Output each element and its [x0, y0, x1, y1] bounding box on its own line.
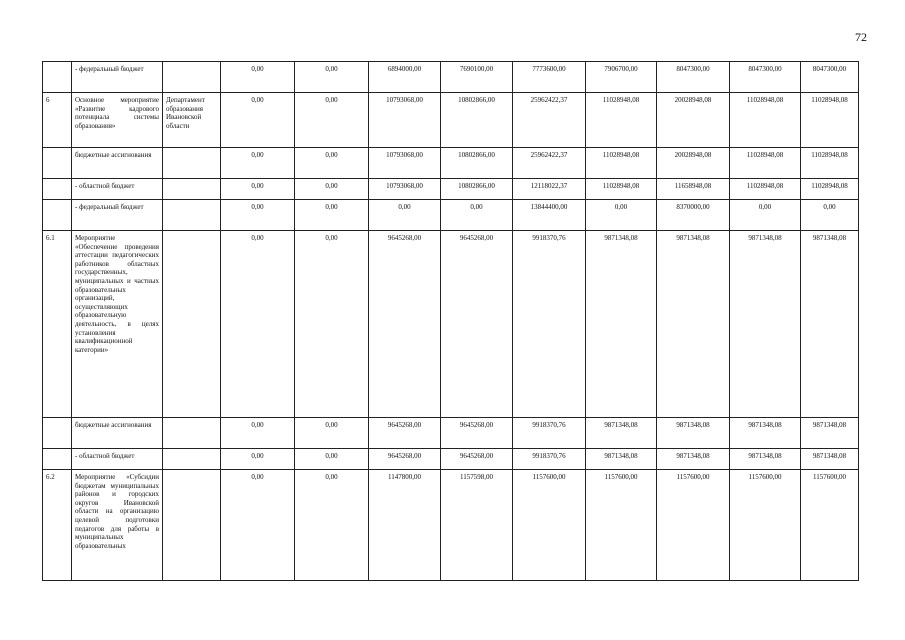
table-row [43, 449, 859, 470]
table-row [43, 62, 859, 93]
value-cell-8: 9871348,08 [730, 418, 801, 449]
table-row [43, 179, 859, 200]
row-executor-cell [163, 62, 221, 93]
row-executor-cell [163, 449, 221, 470]
value-cell-3: 0,00 [369, 200, 441, 231]
value-cell-1: 0,00 [221, 449, 295, 470]
table-row [43, 93, 859, 148]
value-cell-8: 11028948,08 [730, 148, 801, 179]
value-cell-3: 10793068,00 [369, 148, 441, 179]
page-number: 72 [855, 30, 867, 44]
value-cell-2: 0,00 [295, 62, 369, 93]
budget-table [42, 61, 859, 581]
value-cell-9: 9871348,08 [801, 418, 859, 449]
value-cell-5: 9918370,76 [513, 418, 586, 449]
value-cell-6: 11028948,08 [586, 93, 657, 148]
value-cell-9: 9871348,08 [801, 449, 859, 470]
row-number-cell [43, 62, 72, 93]
value-cell-8: 8047300,00 [730, 62, 801, 93]
row-name-cell: - федеральный бюджет [72, 62, 163, 93]
row-name-cell: Мероприятие «Субсидии бюджетам муниципальных районов и городских округов Ивановской области на организацию целевой подготовки педагогов для работы в муниципальных образовательных [72, 470, 163, 581]
value-cell-6: 9871348,08 [586, 449, 657, 470]
value-cell-7: 9871348,08 [657, 231, 730, 418]
row-executor-cell [163, 148, 221, 179]
value-cell-8: 11028948,08 [730, 179, 801, 200]
value-cell-3: 1147800,00 [369, 470, 441, 581]
table-row [43, 470, 859, 581]
value-cell-4: 1157598,00 [441, 470, 513, 581]
row-executor-cell [163, 418, 221, 449]
value-cell-7: 11658948,08 [657, 179, 730, 200]
row-executor-cell [163, 470, 221, 581]
value-cell-4: 9645268,00 [441, 231, 513, 418]
value-cell-8: 1157600,00 [730, 470, 801, 581]
value-cell-7: 20028948,08 [657, 148, 730, 179]
value-cell-8: 0,00 [730, 200, 801, 231]
row-name-cell: - областной бюджет [72, 449, 163, 470]
value-cell-3: 9645268,00 [369, 449, 441, 470]
value-cell-2: 0,00 [295, 449, 369, 470]
row-name-cell: - федеральный бюджет [72, 200, 163, 231]
row-executor-cell [163, 231, 221, 418]
value-cell-4: 0,00 [441, 200, 513, 231]
value-cell-3: 10793068,00 [369, 179, 441, 200]
row-number-cell [43, 179, 72, 200]
value-cell-3: 6894000,00 [369, 62, 441, 93]
value-cell-2: 0,00 [295, 179, 369, 200]
value-cell-9: 11028948,08 [801, 148, 859, 179]
value-cell-3: 9645268,00 [369, 418, 441, 449]
row-executor-cell [163, 200, 221, 231]
value-cell-2: 0,00 [295, 93, 369, 148]
value-cell-9: 11028948,08 [801, 93, 859, 148]
value-cell-1: 0,00 [221, 470, 295, 581]
value-cell-1: 0,00 [221, 93, 295, 148]
value-cell-1: 0,00 [221, 62, 295, 93]
value-cell-8: 9871348,08 [730, 231, 801, 418]
row-name-cell: - областной бюджет [72, 179, 163, 200]
value-cell-6: 1157600,00 [586, 470, 657, 581]
row-number-cell [43, 200, 72, 231]
row-name-cell: бюджетные ассигнования [72, 418, 163, 449]
value-cell-1: 0,00 [221, 179, 295, 200]
value-cell-7: 8370000,00 [657, 200, 730, 231]
row-number-cell [43, 418, 72, 449]
value-cell-1: 0,00 [221, 148, 295, 179]
value-cell-8: 9871348,08 [730, 449, 801, 470]
value-cell-6: 9871348,08 [586, 231, 657, 418]
value-cell-4: 9645268,00 [441, 449, 513, 470]
row-number-cell [43, 148, 72, 179]
value-cell-5: 12118022,37 [513, 179, 586, 200]
value-cell-5: 13844400,00 [513, 200, 586, 231]
row-name-cell: Мероприятие «Обеспечение проведения аттестации педагогических работников областных государственных, муниципальных и частных образовательных организаций, осуществляющих образовательную деятельность, в целях установления квалификационной категории» [72, 231, 163, 418]
row-number-cell: 6.1 [43, 231, 72, 418]
value-cell-4: 9645268,00 [441, 418, 513, 449]
value-cell-6: 9871348,08 [586, 418, 657, 449]
value-cell-6: 11028948,08 [586, 148, 657, 179]
value-cell-5: 9918370,76 [513, 449, 586, 470]
value-cell-5: 25962422,37 [513, 148, 586, 179]
row-number-cell [43, 449, 72, 470]
table-body [43, 62, 859, 581]
value-cell-5: 25962422,37 [513, 93, 586, 148]
value-cell-1: 0,00 [221, 418, 295, 449]
value-cell-4: 7690100,00 [441, 62, 513, 93]
value-cell-5: 7773600,00 [513, 62, 586, 93]
value-cell-7: 9871348,08 [657, 418, 730, 449]
value-cell-5: 1157600,00 [513, 470, 586, 581]
row-number-cell: 6.2 [43, 470, 72, 581]
table-row [43, 148, 859, 179]
row-executor-cell [163, 179, 221, 200]
value-cell-9: 8047300,00 [801, 62, 859, 93]
value-cell-2: 0,00 [295, 200, 369, 231]
value-cell-4: 10802866,00 [441, 179, 513, 200]
value-cell-9: 1157600,00 [801, 470, 859, 581]
value-cell-3: 10793068,00 [369, 93, 441, 148]
value-cell-8: 11028948,08 [730, 93, 801, 148]
value-cell-2: 0,00 [295, 148, 369, 179]
row-executor-cell: Департамент образования Ивановской области [163, 93, 221, 148]
row-name-cell: Основное мероприятие «Развитие кадрового потенциала системы образования» [72, 93, 163, 148]
value-cell-1: 0,00 [221, 231, 295, 418]
value-cell-2: 0,00 [295, 470, 369, 581]
table-row [43, 200, 859, 231]
value-cell-6: 0,00 [586, 200, 657, 231]
value-cell-7: 9871348,08 [657, 449, 730, 470]
row-number-cell: 6 [43, 93, 72, 148]
value-cell-9: 9871348,08 [801, 231, 859, 418]
value-cell-2: 0,00 [295, 231, 369, 418]
value-cell-4: 10802866,00 [441, 148, 513, 179]
value-cell-2: 0,00 [295, 418, 369, 449]
value-cell-5: 9918370,76 [513, 231, 586, 418]
table-row [43, 418, 859, 449]
row-name-cell: бюджетные ассигнования [72, 148, 163, 179]
value-cell-9: 11028948,08 [801, 179, 859, 200]
value-cell-9: 0,00 [801, 200, 859, 231]
value-cell-7: 20028948,08 [657, 93, 730, 148]
value-cell-6: 11028948,08 [586, 179, 657, 200]
value-cell-7: 1157600,00 [657, 470, 730, 581]
value-cell-6: 7906700,00 [586, 62, 657, 93]
table-row [43, 231, 859, 418]
value-cell-4: 10802866,00 [441, 93, 513, 148]
value-cell-1: 0,00 [221, 200, 295, 231]
value-cell-7: 8047300,00 [657, 62, 730, 93]
value-cell-3: 9645268,00 [369, 231, 441, 418]
